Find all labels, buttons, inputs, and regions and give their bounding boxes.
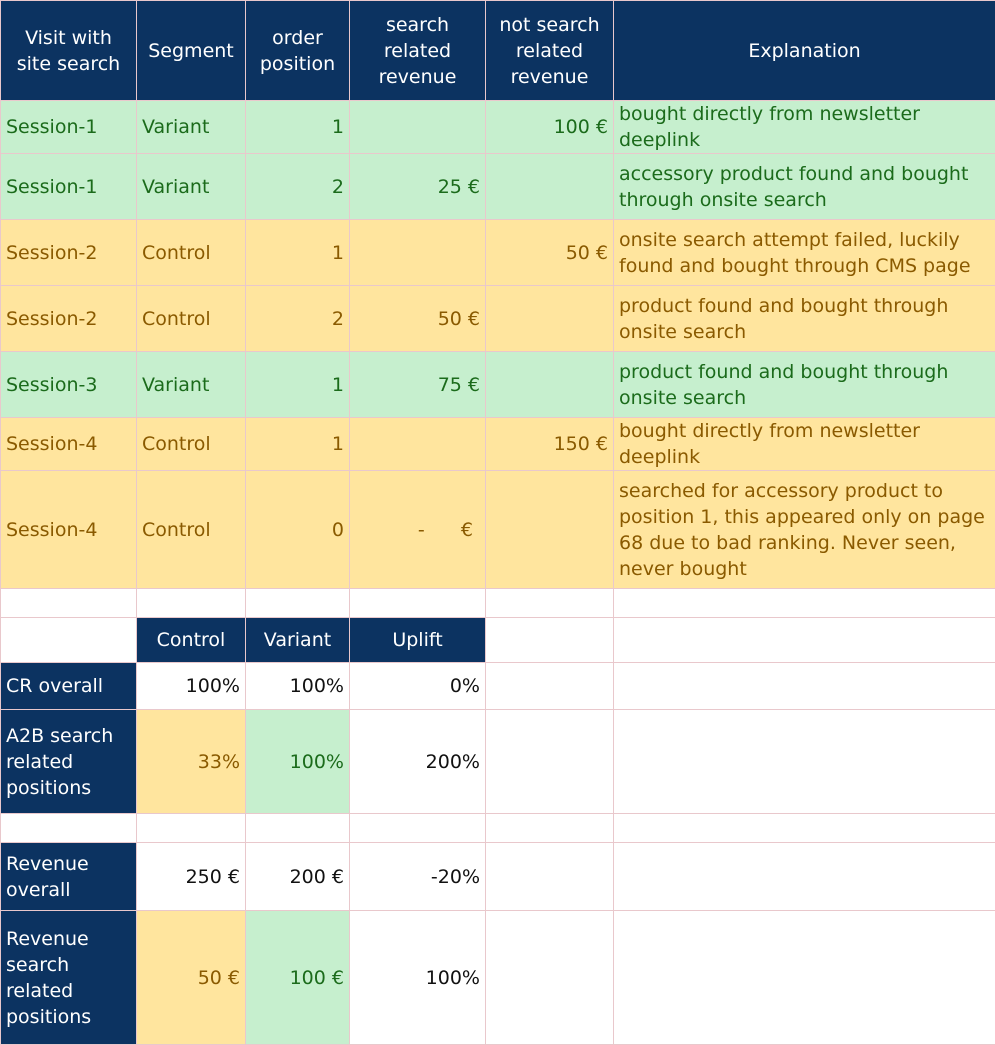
- summary-label: CR overall: [1, 663, 137, 710]
- header-not-search-revenue: not search related revenue: [486, 1, 614, 101]
- summary-uplift-value: 0%: [350, 663, 486, 710]
- summary-label: Revenue overall: [1, 843, 137, 911]
- explanation-cell: product found and bought through onsite search: [614, 286, 995, 352]
- session-cell: Session-1: [1, 101, 137, 154]
- header-order-position: order position: [246, 1, 350, 101]
- search-revenue-cell: [350, 418, 486, 471]
- header-segment: Segment: [137, 1, 246, 101]
- header-visit: Visit with site search: [1, 1, 137, 101]
- table-row: [1, 418, 995, 471]
- table-row: [1, 220, 995, 286]
- session-cell: Session-4: [1, 471, 137, 589]
- table-row: [1, 352, 995, 418]
- position-cell: 0: [246, 471, 350, 589]
- not-search-revenue-cell: 100 €: [486, 101, 614, 154]
- summary-uplift-value: -20%: [350, 843, 486, 911]
- session-cell: Session-2: [1, 286, 137, 352]
- table-row: [1, 154, 995, 220]
- position-cell: 1: [246, 352, 350, 418]
- session-cell: Session-3: [1, 352, 137, 418]
- position-cell: 1: [246, 418, 350, 471]
- segment-cell: Variant: [137, 101, 246, 154]
- summary-variant-value: 200 €: [246, 843, 350, 911]
- summary-uplift-value: 100%: [350, 911, 486, 1045]
- header-search-revenue: search related revenue: [350, 1, 486, 101]
- header-explanation: Explanation: [614, 1, 995, 101]
- segment-cell: Control: [137, 220, 246, 286]
- summary-row-revenue-overall: [1, 843, 995, 911]
- search-revenue-cell: [350, 220, 486, 286]
- search-revenue-cell: - €: [350, 471, 486, 589]
- search-revenue-cell: 50 €: [350, 286, 486, 352]
- search-revenue-cell: 75 €: [350, 352, 486, 418]
- segment-cell: Variant: [137, 352, 246, 418]
- explanation-cell: bought directly from newsletter deeplink: [614, 101, 995, 154]
- position-cell: 1: [246, 101, 350, 154]
- position-cell: 2: [246, 154, 350, 220]
- summary-label: Revenue search related positions: [1, 911, 137, 1045]
- summary-header-variant: Variant: [246, 618, 350, 663]
- position-cell: 2: [246, 286, 350, 352]
- table-row: [1, 471, 995, 589]
- explanation-cell: onsite search attempt failed, luckily found and bought through CMS page: [614, 220, 995, 286]
- summary-control-value: 33%: [137, 710, 246, 814]
- session-cell: Session-4: [1, 418, 137, 471]
- summary-variant-value: 100%: [246, 663, 350, 710]
- segment-cell: Control: [137, 471, 246, 589]
- not-search-revenue-cell: [486, 471, 614, 589]
- explanation-cell: searched for accessory product to position 1, this appeared only on page 68 due to bad ranking. Never seen, never bought: [614, 471, 995, 589]
- summary-row-cr-overall: [1, 663, 995, 710]
- summary-row-a2b: [1, 710, 995, 814]
- segment-cell: Control: [137, 418, 246, 471]
- position-cell: 1: [246, 220, 350, 286]
- session-cell: Session-1: [1, 154, 137, 220]
- not-search-revenue-cell: [486, 286, 614, 352]
- explanation-cell: product found and bought through onsite search: [614, 352, 995, 418]
- not-search-revenue-cell: [486, 352, 614, 418]
- summary-row-revenue-search: [1, 911, 995, 1045]
- segment-cell: Control: [137, 286, 246, 352]
- summary-uplift-value: 200%: [350, 710, 486, 814]
- not-search-revenue-cell: 150 €: [486, 418, 614, 471]
- not-search-revenue-cell: [486, 154, 614, 220]
- summary-variant-value: 100 €: [246, 911, 350, 1045]
- spacer-row: [1, 814, 995, 843]
- session-cell: Session-2: [1, 220, 137, 286]
- summary-header-row: [1, 618, 995, 663]
- summary-control-value: 250 €: [137, 843, 246, 911]
- summary-control-value: 50 €: [137, 911, 246, 1045]
- summary-header-uplift: Uplift: [350, 618, 486, 663]
- search-revenue-cell: [350, 101, 486, 154]
- search-revenue-cell: 25 €: [350, 154, 486, 220]
- table-row: [1, 101, 995, 154]
- explanation-cell: bought directly from newsletter deeplink: [614, 418, 995, 471]
- spacer-row: [1, 589, 995, 618]
- not-search-revenue-cell: 50 €: [486, 220, 614, 286]
- table-row: [1, 286, 995, 352]
- header-row: [1, 1, 995, 101]
- summary-label: A2B search related positions: [1, 710, 137, 814]
- segment-cell: Variant: [137, 154, 246, 220]
- summary-header-control: Control: [137, 618, 246, 663]
- explanation-cell: accessory product found and bought through onsite search: [614, 154, 995, 220]
- summary-control-value: 100%: [137, 663, 246, 710]
- summary-variant-value: 100%: [246, 710, 350, 814]
